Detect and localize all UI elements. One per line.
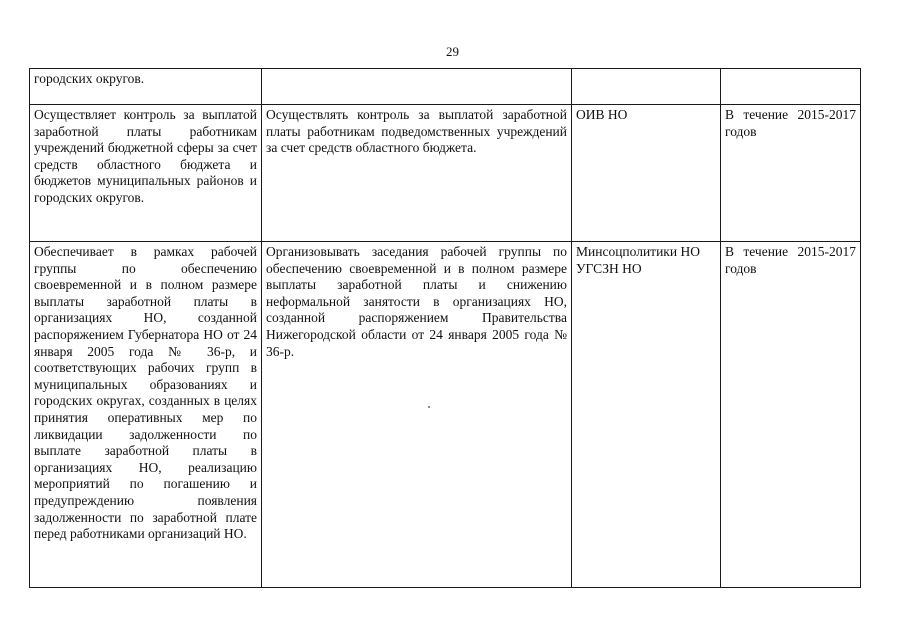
measures-table (29, 68, 861, 588)
table-row (30, 242, 861, 588)
table-cell-current-practice: Осуществляет контроль за выплатой заработной платы работникам учреждений бюджетной сферы за счет средств областного бюджета и бюджетов муниципальных районов и городских округов. (30, 105, 262, 242)
page-number: 29 (446, 44, 459, 59)
table-cell-deadline: В течение 2015-2017 годов (721, 105, 861, 242)
table-cell-deadline (721, 69, 861, 105)
table-cell-current-practice: городских округов. (30, 69, 262, 105)
table-cell-planned-measure (262, 69, 572, 105)
table-cell-planned-measure: Организовывать заседания рабочей группы по обеспечению своевременной и в полном размере выплаты заработной платы и снижению неформальной занятости в организациях НО, созданной распоряжением Правительства Нижегородской области от 24 января 2005 года № 36-р. (262, 242, 572, 588)
table-row (30, 105, 861, 242)
table-cell-responsible: Минсоцполитики НО УГСЗН НО (572, 242, 721, 588)
table-cell-responsible (572, 69, 721, 105)
table-cell-deadline: В течение 2015-2017 годов (721, 242, 861, 588)
table-cell-current-practice: Обеспечивает в рамках рабочей группы по обеспечению своевременной и в полном размере выплаты заработной платы в организациях НО, созданной распоряжением Губернатора НО от 24 января 2005 года № 36-р, и соответствующих рабочих групп в муниципальных образованиях и городских округах, созданных в целях принятия оперативных мер по ликвидации задолженности по выплате заработной платы в организациях НО, реализацию мероприятий по погашению и предупреждению появления задолженности по заработной плате перед работниками организаций НО. (30, 242, 262, 588)
table-row (30, 69, 861, 105)
table-cell-planned-measure: Осуществлять контроль за выплатой заработной платы работникам подведомственных учреждений за счет средств областного бюджета. (262, 105, 572, 242)
table-cell-responsible: ОИВ НО (572, 105, 721, 242)
scan-speck (428, 406, 430, 408)
